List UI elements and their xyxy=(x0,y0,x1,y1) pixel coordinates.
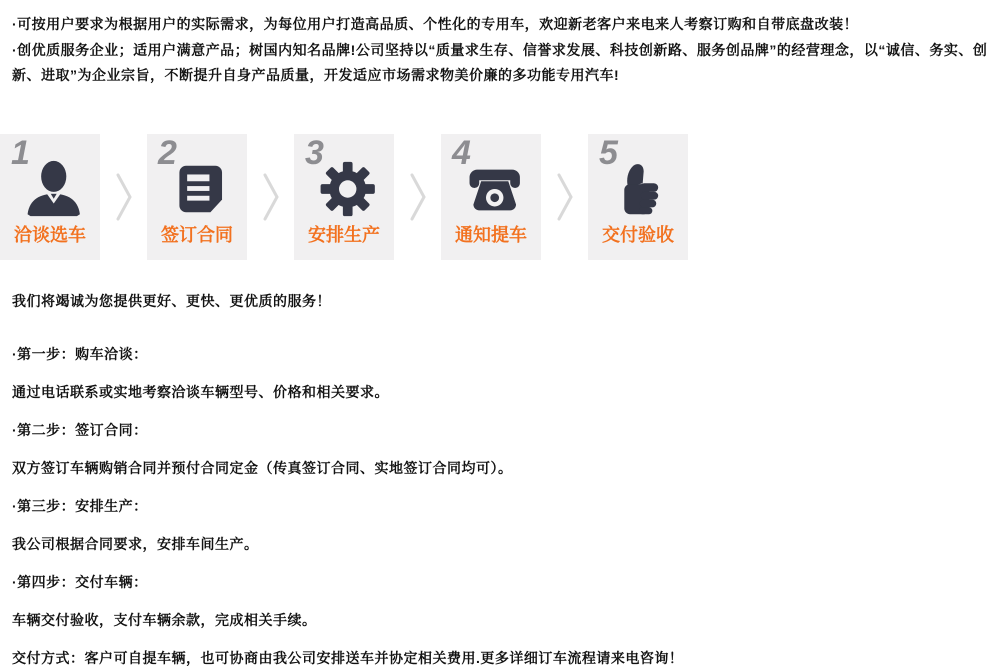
step-card-pickup-notice xyxy=(441,134,541,260)
intro-section xyxy=(12,12,994,88)
step-label: 安排生产 xyxy=(308,225,380,245)
step4-heading: ·第四步：交付车辆： xyxy=(12,574,148,590)
person-icon xyxy=(23,158,85,220)
step-label: 签订合同 xyxy=(161,225,233,245)
step-number: 1 xyxy=(11,134,30,172)
step-number: 4 xyxy=(452,134,471,172)
step-card-acceptance xyxy=(588,134,688,260)
phone-icon xyxy=(464,158,526,220)
step2-heading: ·第二步：签订合同： xyxy=(12,422,148,438)
chevron-right-icon xyxy=(247,134,294,260)
service-note: 我们将竭诚为您提供更好、更快、更优质的服务！ xyxy=(12,293,331,309)
document-icon xyxy=(170,158,232,220)
step-number: 2 xyxy=(158,134,177,172)
step-card-negotiate xyxy=(0,134,100,260)
step1-heading: ·第一步：购车洽谈： xyxy=(12,346,148,362)
step-card-contract xyxy=(147,134,247,260)
step-label: 洽谈选车 xyxy=(14,225,86,245)
step-label: 通知提车 xyxy=(455,225,527,245)
step2-body: 双方签订车辆购销合同并预付合同定金（传真签订合同、实地签订合同均可）。 xyxy=(12,460,513,476)
details-section xyxy=(12,347,994,665)
step1-body: 通过电话联系或实地考察洽谈车辆型号、价格和相关要求。 xyxy=(12,384,389,400)
chevron-right-icon xyxy=(394,134,441,260)
step-card-production xyxy=(294,134,394,260)
intro-line-2: ·创优质服务企业；适用户满意产品；树国内知名品牌!公司坚持以“质量求生存、信誉求发展、科技创新路、服务创品牌”的经营理念，以“诚信、务实、创新、进取”为企业宗旨，不断提升自身产品质量，开发适应市场需求物美价廉的多功能专用汽车! xyxy=(12,42,988,83)
gear-icon xyxy=(317,158,379,220)
step3-heading: ·第三步：安排生产： xyxy=(12,498,148,514)
step-number: 3 xyxy=(305,134,324,172)
delivery-note: 交付方式：客户可自提车辆，也可协商由我公司安排送车并协定相关费用.更多详细订车流程请来电咨询！ xyxy=(12,650,684,666)
thumbs-up-icon xyxy=(611,158,673,220)
step3-body: 我公司根据合同要求，安排车间生产。 xyxy=(12,536,259,552)
step-number: 5 xyxy=(599,134,618,172)
chevron-right-icon xyxy=(100,134,147,260)
order-process-steps xyxy=(0,134,994,260)
intro-line-1: ·可按用户要求为根据用户的实际需求，为每位用户打造高品质、个性化的专用车，欢迎新老客户来电来人考察订购和自带底盘改装！ xyxy=(12,16,859,32)
step-label: 交付验收 xyxy=(602,225,674,245)
chevron-right-icon xyxy=(541,134,588,260)
step4-body: 车辆交付验收，支付车辆余款，完成相关手续。 xyxy=(12,612,317,628)
